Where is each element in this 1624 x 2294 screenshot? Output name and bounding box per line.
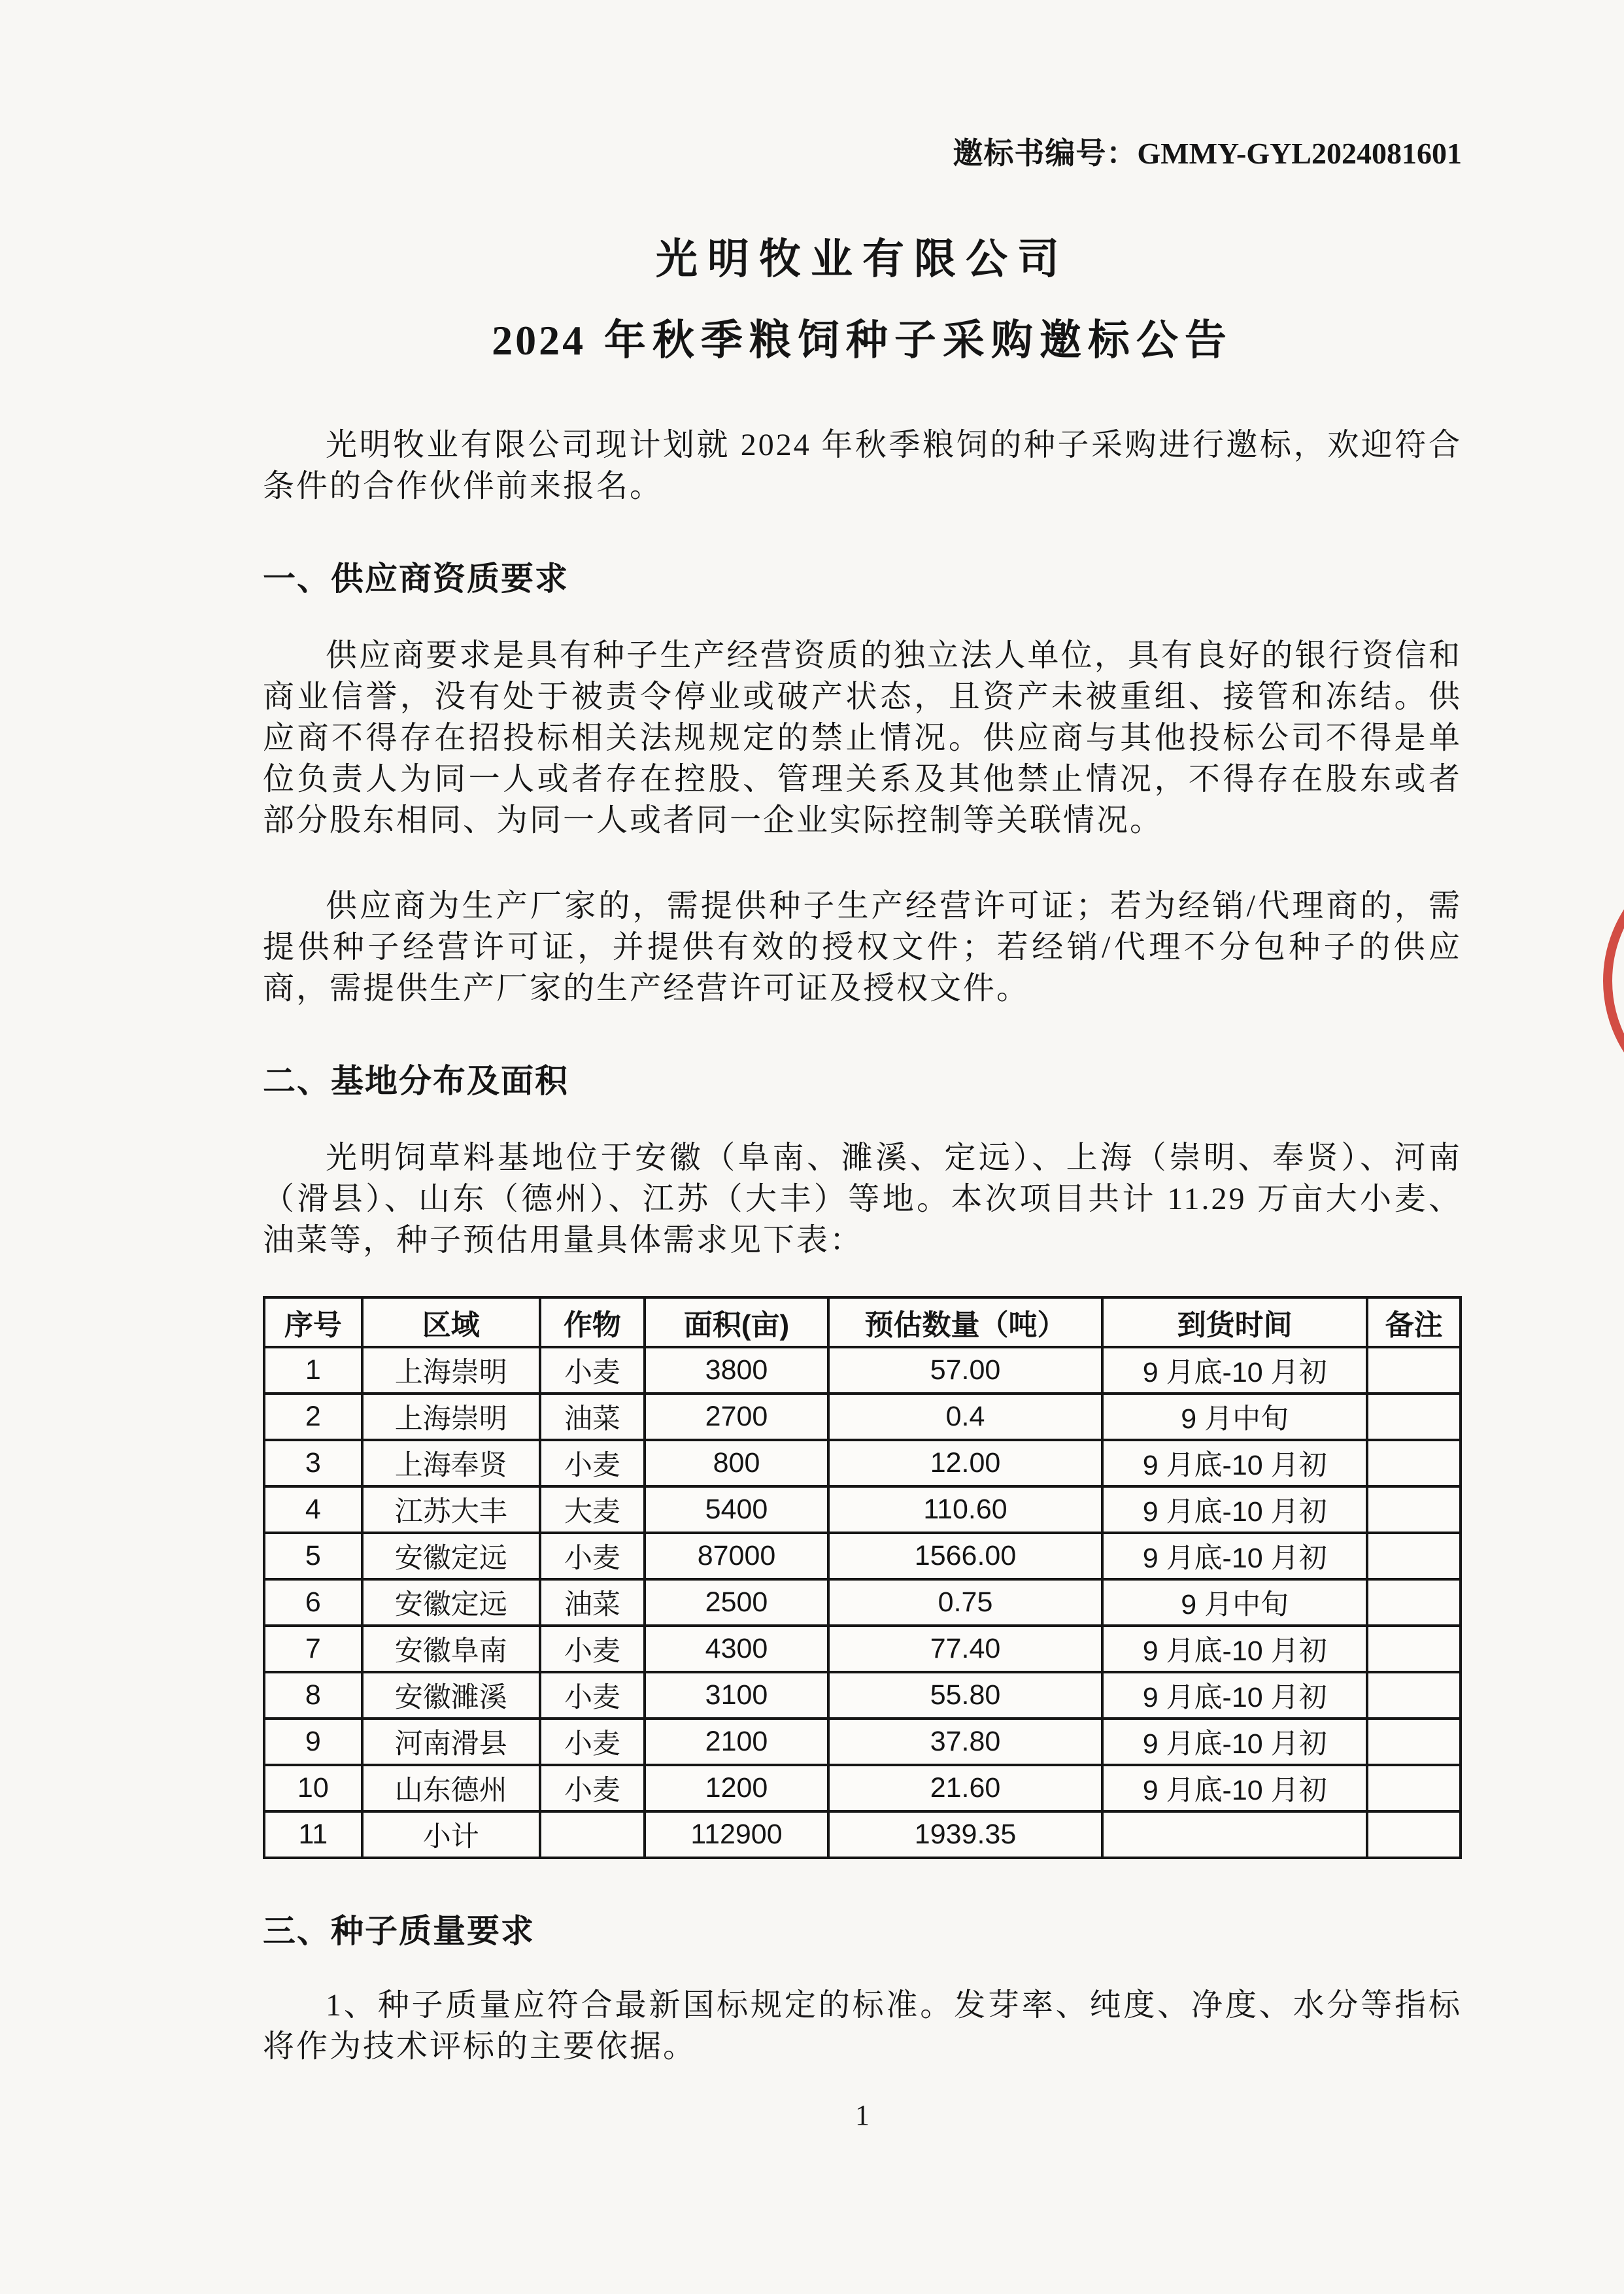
company-title: 光明牧业有限公司: [656, 235, 1069, 282]
section-1-heading: 一、供应商资质要求: [263, 560, 569, 598]
intro-paragraph: 光明牧业有限公司现计划就 2024 年秋季粮饲的种子采购进行邀标，欢迎符合条件的合作伙伴前来报名。: [263, 428, 1462, 504]
table-cell: 0.4: [828, 1394, 1102, 1440]
table-cell: [1367, 1811, 1461, 1858]
table-cell: 1566.00: [828, 1533, 1102, 1579]
table-row: [264, 1394, 1461, 1440]
table-cell: 小麦: [540, 1626, 645, 1672]
table-row: [264, 1579, 1461, 1626]
table-cell: 37.80: [828, 1719, 1102, 1765]
table-cell: [1367, 1347, 1461, 1394]
table-cell: 2100: [645, 1719, 828, 1765]
doc-number-value: GMMY-GYL2024081601: [1137, 137, 1462, 170]
table-cell: 山东德州: [362, 1765, 540, 1811]
table-header-cell: 面积(亩): [645, 1297, 828, 1347]
table-cell: 安徽定远: [362, 1533, 540, 1579]
table-cell: 小麦: [540, 1440, 645, 1486]
table-cell: 12.00: [828, 1440, 1102, 1486]
section-2-heading: 二、基地分布及面积: [263, 1063, 569, 1100]
section-3-paragraph-1: 1、种子质量应符合最新国标规定的标准。发芽率、纯度、净度、水分等指标将作为技术评标的主要依据。: [263, 1988, 1462, 2064]
table-row: [264, 1347, 1461, 1394]
table-cell: [1367, 1719, 1461, 1765]
section-1-paragraph-2: 供应商为生产厂家的，需提供种子生产经营许可证；若为经销/代理商的，需提供种子经营许可证，并提供有效的授权文件；若经销/代理不分包种子的供应商，需提供生产厂家的生产经营许可证及授权文件。: [263, 889, 1462, 1006]
table-cell: 11: [264, 1811, 362, 1858]
table-cell: [1367, 1486, 1461, 1533]
table-cell: 9 月底-10 月初: [1102, 1440, 1367, 1486]
table-cell: 9 月底-10 月初: [1102, 1626, 1367, 1672]
table-header-cell: 序号: [264, 1297, 362, 1347]
table-cell: 油菜: [540, 1579, 645, 1626]
table-cell: 1939.35: [828, 1811, 1102, 1858]
table-cell: 江苏大丰: [362, 1486, 540, 1533]
table-cell: [1367, 1394, 1461, 1440]
table-cell: 小麦: [540, 1672, 645, 1719]
table-cell: 2: [264, 1394, 362, 1440]
table-row: [264, 1811, 1461, 1858]
table-cell: 9 月底-10 月初: [1102, 1347, 1367, 1394]
table-cell: 油菜: [540, 1394, 645, 1440]
table-cell: 57.00: [828, 1347, 1102, 1394]
table-header-cell: 作物: [540, 1297, 645, 1347]
table-cell: 87000: [645, 1533, 828, 1579]
table-cell: 10: [264, 1765, 362, 1811]
table-cell: 0.75: [828, 1579, 1102, 1626]
table-cell: 河南滑县: [362, 1719, 540, 1765]
table-cell: 112900: [645, 1811, 828, 1858]
table-cell: 110.60: [828, 1486, 1102, 1533]
table-row: [264, 1440, 1461, 1486]
table-cell: 9 月底-10 月初: [1102, 1719, 1367, 1765]
table-cell: [1367, 1672, 1461, 1719]
table-cell: 9: [264, 1719, 362, 1765]
seed-demand-table: [263, 1296, 1462, 1859]
table-cell: 小麦: [540, 1765, 645, 1811]
table-cell: 安徽阜南: [362, 1626, 540, 1672]
table-cell: 9 月中旬: [1102, 1394, 1367, 1440]
table-header-cell: 到货时间: [1102, 1297, 1367, 1347]
table-cell: 7: [264, 1626, 362, 1672]
table-row: [264, 1626, 1461, 1672]
table-cell: 大麦: [540, 1486, 645, 1533]
table-cell: 3: [264, 1440, 362, 1486]
table-cell: 6: [264, 1579, 362, 1626]
table-header-cell: 区域: [362, 1297, 540, 1347]
table-cell: [1367, 1440, 1461, 1486]
table-cell: 4300: [645, 1626, 828, 1672]
table-row: [264, 1533, 1461, 1579]
table-cell: 9 月底-10 月初: [1102, 1672, 1367, 1719]
table-cell: 小麦: [540, 1347, 645, 1394]
table-cell: 安徽濉溪: [362, 1672, 540, 1719]
table-cell: 小麦: [540, 1719, 645, 1765]
table-cell: 安徽定远: [362, 1579, 540, 1626]
table-cell: 77.40: [828, 1626, 1102, 1672]
table-cell: [1367, 1579, 1461, 1626]
table-cell: [1102, 1811, 1367, 1858]
announcement-title-year: 2024: [492, 317, 586, 364]
table-cell: [540, 1811, 645, 1858]
table-cell: 上海崇明: [362, 1394, 540, 1440]
section-1-paragraph-1: 供应商要求是具有种子生产经营资质的独立法人单位，具有良好的银行资信和商业信誉，没有处于被责令停业或破产状态，且资产未被重组、接管和冻结。供应商不得存在招投标相关法规规定的禁止情况。供应商与其他投标公司不得是单位负责人为同一人或者存在控股、管理关系及其他禁止情况，不得存在股东或者部分股东相同、为同一人或者同一企业实际控制等关联情况。: [263, 638, 1462, 838]
table-header-row: [264, 1297, 1461, 1347]
table-cell: 3100: [645, 1672, 828, 1719]
doc-number-label: 邀标书编号：: [953, 136, 1138, 170]
table-cell: 2500: [645, 1579, 828, 1626]
table-cell: 5: [264, 1533, 362, 1579]
table-cell: 3800: [645, 1347, 828, 1394]
table-cell: 8: [264, 1672, 362, 1719]
table-row: [264, 1486, 1461, 1533]
table-row: [264, 1719, 1461, 1765]
table-cell: [1367, 1626, 1461, 1672]
page-number: 1: [855, 2099, 870, 2132]
table-row: [264, 1672, 1461, 1719]
table-header-cell: 预估数量（吨）: [828, 1297, 1102, 1347]
table-cell: 1: [264, 1347, 362, 1394]
table-cell: 800: [645, 1440, 828, 1486]
table-cell: 2700: [645, 1394, 828, 1440]
table-cell: [1367, 1533, 1461, 1579]
section-2-paragraph-1: 光明饲草料基地位于安徽（阜南、濉溪、定远）、上海（崇明、奉贤）、河南（滑县）、山东（德州）、江苏（大丰）等地。本次项目共计 11.29 万亩大小麦、油菜等，种子预估用量具体需求见下表：: [263, 1140, 1462, 1258]
table-cell: 1200: [645, 1765, 828, 1811]
table-cell: 9 月底-10 月初: [1102, 1533, 1367, 1579]
table-cell: 5400: [645, 1486, 828, 1533]
table-cell: 4: [264, 1486, 362, 1533]
table-cell: 小麦: [540, 1533, 645, 1579]
table-cell: 上海崇明: [362, 1347, 540, 1394]
table-cell: 9 月中旬: [1102, 1579, 1367, 1626]
table-cell: 55.80: [828, 1672, 1102, 1719]
table-cell: 9 月底-10 月初: [1102, 1486, 1367, 1533]
table-row: [264, 1765, 1461, 1811]
table-cell: 9 月底-10 月初: [1102, 1765, 1367, 1811]
table-cell: 上海奉贤: [362, 1440, 540, 1486]
table-header-cell: 备注: [1367, 1297, 1461, 1347]
announcement-title: [263, 317, 1462, 365]
section-3-heading: 三、种子质量要求: [263, 1913, 535, 1950]
announcement-title-text: 年秋季粮饲种子采购邀标公告: [586, 316, 1233, 364]
table-cell: 小计: [362, 1811, 540, 1858]
table-cell: 21.60: [828, 1765, 1102, 1811]
doc-number: [263, 129, 1462, 173]
table-cell: [1367, 1765, 1461, 1811]
